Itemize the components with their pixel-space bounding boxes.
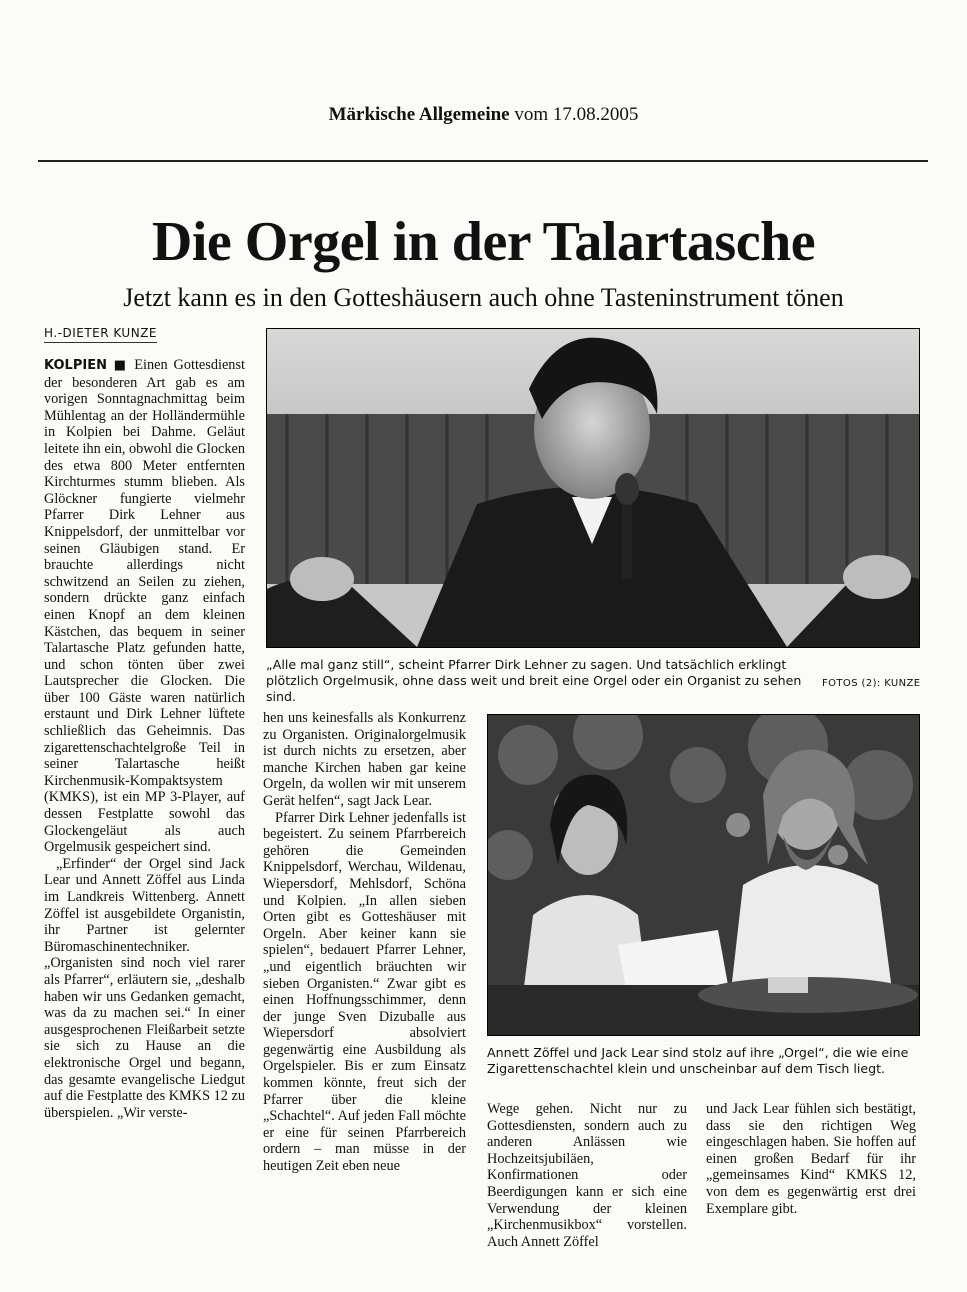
paragraph-2: „Erfinder“ der Orgel sind Jack Lear und Annett Zöffel aus Linda im Landkreis Wittenberg. Annett Zöffel ist ausgebildete Organistin, ihr Partner ist gelernter Büromaschinentechniker. „Organisten sind noch viel rarer als Pfarrer“, erläutern sie, „deshalb haben wir uns Gedanken gemacht, was da zu machen sei.“ In einer ausgesprochenen Fleißarbeit setzte sie sich zu Hause an die elektronische Orgel und begann, das gesamte evangelische Liedgut auf die Festplatte des KMKS 12 zu überspielen. „Wir verste- xyxy=(44,855,245,1121)
article-column-3 xyxy=(487,1101,687,1250)
dateline: KOLPIEN ■ xyxy=(44,358,129,373)
caption-couple: Annett Zöffel und Jack Lear sind stolz auf ihre „Orgel“, die wie eine Zigarettenschachtel klein und unscheinbar auf dem Tisch liegt. xyxy=(487,1045,909,1076)
headline: Die Orgel in der Talartasche xyxy=(151,211,816,273)
masthead-paper: Märkische Allgemeine xyxy=(328,104,510,125)
photo-pastor xyxy=(266,328,920,648)
article-column-1 xyxy=(44,357,245,1121)
photo-couple xyxy=(487,714,920,1036)
caption-pastor: „Alle mal ganz still“, scheint Pfarrer Dirk Lehner zu sagen. Und tatsächlich erklingt plötzlich Orgelmusik, ohne dass weit und breit eine Orgel oder ein Organist zu sehen sind. xyxy=(266,657,802,704)
masthead-rule xyxy=(38,160,928,162)
paragraph-1 xyxy=(44,357,245,856)
masthead-date: vom 17.08.2005 xyxy=(514,104,639,125)
paragraph-4: Pfarrer Dirk Lehner jedenfalls ist begeistert. Zu seinem Pfarrbereich gehören die Gemeinden Knippelsdorf, Werchau, Wildenau, Wiepersdorf, Mehlsdorf, Schöna und Kolpien. „In allen sieben Orten gibt es Gotteshäuser mit Orgeln. Aber keiner kann sie spielen“, bedauert Pfarrer Lehner, „und eigentlich bräuchten wir sieben Organisten.“ Zwar gibt es einen Hoffnungsschimmer, denn der junge Sven Dizuballe aus Wiepersdorf absolviert gegenwärtig eine Ausbildung als Orgelspieler. Bis er zum Einsatz kommen könnte, freut sich der Pfarrer über die kleine „Schachtel“. Auf jeden Fall möchte er eine für seinen Pfarrbereich ordern – man müsse in der heutigen Zeit eben neue xyxy=(263,809,466,1175)
photo-credit: FOTOS (2): KUNZE xyxy=(822,678,921,689)
article-column-4 xyxy=(706,1101,916,1217)
photo-pastor-image xyxy=(267,329,919,647)
masthead xyxy=(0,104,967,126)
article-column-2 xyxy=(263,710,466,1175)
paragraph-6: und Jack Lear fühlen sich bestätigt, dass sie den richtigen Weg eingeschlagen haben. Sie hoffen auf einen großen Bedarf für ihr „gemeinsames Kind“ KMKS 12, von dem es gegenwärtig erst drei Exemplare gibt. xyxy=(706,1101,916,1217)
paragraph-3: hen uns keinesfalls als Konkurrenz zu Organisten. Originalorgelmusik ist durch nichts zu ersetzen, aber manche Kirchen haben gar keine Orgeln, da wollen wir mit unserem Gerät helfen“, sagt Jack Lear. xyxy=(263,710,466,809)
photo-couple-image xyxy=(488,715,919,1035)
paragraph-1-text: Einen Gottesdienst der besonderen Art gab es am vorigen Sonntagnachmittag beim Mühlentag an der Holländermühle in Kolpien bei Dahme. Geläut leitete ihn ein, obwohl die Glocken des etwa 800 Meter entfernten Kirchturmes stumm blieben. Als Glöckner fungierte vielmehr Pfarrer Dirk Lehner aus Knippelsdorf, der unmittelbar vor seinen Gläubigen stand. Er brauchte allerdings nicht schwitzend an Seilen zu ziehen, sondern drückte ganz einfach einen Knopf an dem kleinen Kästchen, das bequem in seiner Talartasche Platz gefunden hatte, und schon tönten über zwei Lautsprecher die Glocken. Die über 100 Gäste waren natürlich erstaunt und Dirk Lehner lüftete schließlich das Geheimnis. Das zigarettenschachtelgroße Teil in seiner Talartasche heißt Kirchenmusik-Kompaktsystem (KMKS), ist ein MP 3-Player, auf dessen Festplatte sowohl das Glockengeläut als auch Orgelmusik gespeichert sind. xyxy=(44,357,245,856)
subheadline: Jetzt kann es in den Gotteshäusern auch ohne Tasteninstrument tönen xyxy=(123,283,844,312)
paragraph-5: Wege gehen. Nicht nur zu Gottesdiensten, sondern auch zu anderen Anlässen wie Hochzeitsjubiläen, Konfirmationen oder Beerdigungen kann er sich eine Verwendung der kleinen „Kirchenmusikbox“ vorstellen. Auch Annett Zöffel xyxy=(487,1101,687,1250)
author-byline: H.-DIETER KUNZE xyxy=(44,326,157,343)
